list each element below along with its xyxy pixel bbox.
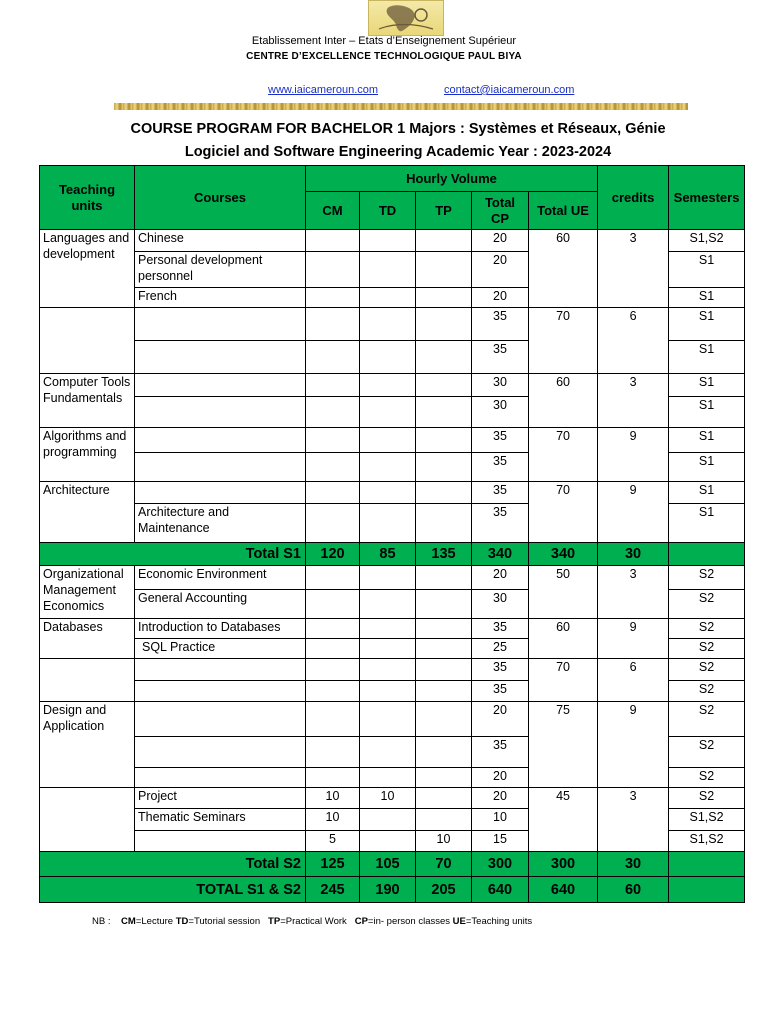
cp-cell: 20 bbox=[472, 702, 529, 737]
table-row bbox=[40, 482, 745, 504]
credits-cell: 6 bbox=[598, 308, 669, 374]
credits-cell: 9 bbox=[598, 619, 669, 659]
ue-cell: 70 bbox=[529, 482, 598, 543]
centre-name: CENTRE D’EXCELLENCE TECHNOLOGIQUE PAUL BIYA bbox=[246, 51, 522, 62]
ue-cell: 70 bbox=[529, 659, 598, 702]
semester-cell: S1 bbox=[669, 288, 745, 308]
semester-cell: S1 bbox=[669, 504, 745, 543]
semester-cell: S1 bbox=[669, 341, 745, 374]
cp-cell: 35 bbox=[472, 428, 529, 453]
cp-cell: 25 bbox=[472, 639, 529, 659]
footnote-cp-text: =in- person classes bbox=[367, 916, 451, 927]
ue-cell: 60 bbox=[529, 230, 598, 308]
table-row bbox=[40, 374, 745, 397]
tp-cell bbox=[416, 788, 472, 809]
course-cell: Thematic Seminars bbox=[135, 809, 306, 831]
program-title-line2: Logiciel and Software Engineering Academic Year : 2023-2024 bbox=[184, 144, 612, 160]
td-cell bbox=[360, 809, 416, 831]
semester-cell: S2 bbox=[669, 639, 745, 659]
semester-cell: S1 bbox=[669, 308, 745, 341]
total-s2-cm: 125 bbox=[306, 852, 360, 877]
credits-cell: 3 bbox=[598, 374, 669, 428]
unit-cell: Organizational Management Economics bbox=[40, 566, 135, 619]
total-s2-label: Total S2 bbox=[40, 852, 306, 877]
cp-cell: 35 bbox=[472, 619, 529, 639]
footnote-cp-key: CP bbox=[354, 916, 368, 927]
grand-total-tp: 205 bbox=[416, 877, 472, 903]
cp-cell: 35 bbox=[472, 659, 529, 681]
semester-cell: S2 bbox=[669, 768, 745, 788]
institution-line: Etablissement Inter – Etats d’Enseignement Supérieur bbox=[251, 35, 517, 47]
total-s1-tp: 135 bbox=[416, 543, 472, 566]
semester-cell: S2 bbox=[669, 566, 745, 590]
footnote-td-text: =Tutorial session bbox=[188, 916, 261, 927]
website-link[interactable]: www.iaicameroun.com bbox=[268, 84, 379, 96]
semester-cell: S2 bbox=[669, 681, 745, 702]
cp-cell: 20 bbox=[472, 566, 529, 590]
total-s2-tp: 70 bbox=[416, 852, 472, 877]
semester-cell: S2 bbox=[669, 788, 745, 809]
cp-cell: 30 bbox=[472, 374, 529, 397]
semester-cell: S2 bbox=[669, 659, 745, 681]
grand-total-row bbox=[40, 877, 745, 903]
ue-cell: 70 bbox=[529, 428, 598, 482]
header-credits: credits bbox=[598, 166, 669, 230]
cp-cell: 20 bbox=[472, 788, 529, 809]
cp-cell: 35 bbox=[472, 482, 529, 504]
tp-cell: 10 bbox=[416, 831, 472, 852]
unit-cell: Design and Application bbox=[40, 702, 135, 788]
total-s1-td: 85 bbox=[360, 543, 416, 566]
program-title-line1: COURSE PROGRAM FOR BACHELOR 1 Majors : Systèmes et Réseaux, Génie bbox=[130, 121, 666, 137]
semester-cell: S2 bbox=[669, 619, 745, 639]
cp-cell: 35 bbox=[472, 453, 529, 482]
ue-cell: 60 bbox=[529, 619, 598, 659]
footnote-ue-text: =Teaching units bbox=[465, 916, 533, 927]
footnote-tp-key: TP bbox=[268, 916, 281, 927]
footnote-cm-text: =Lecture bbox=[135, 916, 174, 927]
cm-cell: 10 bbox=[306, 788, 360, 809]
cp-cell: 20 bbox=[472, 252, 529, 288]
cm-cell: 10 bbox=[306, 809, 360, 831]
grand-total-ue: 640 bbox=[529, 877, 598, 903]
cm-cell: 5 bbox=[306, 831, 360, 852]
header-decorative-band bbox=[114, 103, 688, 110]
header-tp: TP bbox=[416, 192, 472, 230]
footnote-cm-key: CM bbox=[121, 916, 136, 927]
table-row bbox=[40, 566, 745, 590]
credits-cell: 9 bbox=[598, 428, 669, 482]
table-row bbox=[40, 788, 745, 809]
cp-cell: 30 bbox=[472, 397, 529, 428]
semester-cell: S2 bbox=[669, 702, 745, 737]
course-cell: SQL Practice bbox=[135, 639, 306, 659]
table-row bbox=[40, 702, 745, 737]
grand-total-label: TOTAL S1 & S2 bbox=[40, 877, 306, 903]
table-row bbox=[40, 308, 745, 341]
credits-cell: 3 bbox=[598, 566, 669, 619]
header-cm: CM bbox=[306, 192, 360, 230]
ue-cell: 50 bbox=[529, 566, 598, 619]
footnote bbox=[92, 916, 532, 927]
course-cell: General Accounting bbox=[135, 590, 306, 619]
course-cell: Personal development personnel bbox=[135, 252, 306, 288]
header-hourly-volume: Hourly Volume bbox=[306, 166, 598, 192]
ue-cell: 45 bbox=[529, 788, 598, 852]
footnote-prefix: NB : bbox=[92, 916, 111, 927]
africa-map-logo-icon bbox=[369, 1, 443, 35]
semester-cell: S1 bbox=[669, 374, 745, 397]
table-row bbox=[40, 659, 745, 681]
cp-cell: 10 bbox=[472, 809, 529, 831]
cp-cell: 35 bbox=[472, 504, 529, 543]
header-td: TD bbox=[360, 192, 416, 230]
tp-cell bbox=[416, 809, 472, 831]
email-link[interactable]: contact@iaicameroun.com bbox=[444, 84, 575, 96]
course-program-table bbox=[39, 165, 745, 903]
semester-cell: S1,S2 bbox=[669, 230, 745, 252]
table-row bbox=[40, 428, 745, 453]
footnote-tp-text: =Practical Work bbox=[280, 916, 347, 927]
header-total-cp: Total CP bbox=[472, 192, 529, 230]
table-row bbox=[40, 619, 745, 639]
unit-cell: Computer Tools Fundamentals bbox=[40, 374, 135, 428]
total-s1-ue: 340 bbox=[529, 543, 598, 566]
credits-cell: 3 bbox=[598, 230, 669, 308]
cp-cell: 20 bbox=[472, 230, 529, 252]
unit-cell: Algorithms and programming bbox=[40, 428, 135, 482]
semester-cell: S2 bbox=[669, 590, 745, 619]
course-cell: Project bbox=[135, 788, 306, 809]
credits-cell: 3 bbox=[598, 788, 669, 852]
course-cell: Chinese bbox=[135, 230, 306, 252]
semester-cell: S1,S2 bbox=[669, 831, 745, 852]
course-cell bbox=[135, 831, 306, 852]
ue-cell: 60 bbox=[529, 374, 598, 428]
unit-cell: Databases bbox=[40, 619, 135, 659]
ue-cell: 70 bbox=[529, 308, 598, 374]
unit-cell: Languages and development bbox=[40, 230, 135, 308]
semester-cell: S2 bbox=[669, 737, 745, 768]
course-cell: Economic Environment bbox=[135, 566, 306, 590]
total-s2-cp: 300 bbox=[472, 852, 529, 877]
semester-cell: S1 bbox=[669, 482, 745, 504]
semester-cell: S1 bbox=[669, 428, 745, 453]
td-cell: 10 bbox=[360, 788, 416, 809]
grand-total-cp: 640 bbox=[472, 877, 529, 903]
semester-cell: S1,S2 bbox=[669, 809, 745, 831]
ue-cell: 75 bbox=[529, 702, 598, 788]
header-courses: Courses bbox=[135, 166, 306, 230]
header-semesters: Semesters bbox=[669, 166, 745, 230]
cp-cell: 35 bbox=[472, 737, 529, 768]
cp-cell: 35 bbox=[472, 308, 529, 341]
header-total-ue: Total UE bbox=[529, 192, 598, 230]
total-s1-label: Total S1 bbox=[40, 543, 306, 566]
grand-total-cm: 245 bbox=[306, 877, 360, 903]
semester-cell: S1 bbox=[669, 453, 745, 482]
course-cell: Introduction to Databases bbox=[135, 619, 306, 639]
cp-cell: 35 bbox=[472, 681, 529, 702]
semester-cell: S1 bbox=[669, 252, 745, 288]
total-s2-row bbox=[40, 852, 745, 877]
credits-cell: 6 bbox=[598, 659, 669, 702]
credits-cell: 9 bbox=[598, 702, 669, 788]
total-s2-ue: 300 bbox=[529, 852, 598, 877]
course-cell: Architecture and Maintenance bbox=[135, 504, 306, 543]
semester-cell: S1 bbox=[669, 397, 745, 428]
cp-cell: 20 bbox=[472, 768, 529, 788]
cp-cell: 30 bbox=[472, 590, 529, 619]
grand-total-td: 190 bbox=[360, 877, 416, 903]
table-row bbox=[40, 230, 745, 252]
header-teaching-units: Teaching units bbox=[40, 166, 135, 230]
total-s1-cp: 340 bbox=[472, 543, 529, 566]
total-s1-cm: 120 bbox=[306, 543, 360, 566]
course-cell: French bbox=[135, 288, 306, 308]
total-s2-credits: 30 bbox=[598, 852, 669, 877]
credits-cell: 9 bbox=[598, 482, 669, 543]
cp-cell: 15 bbox=[472, 831, 529, 852]
total-s1-row bbox=[40, 543, 745, 566]
footnote-ue-key: UE bbox=[452, 916, 466, 927]
cp-cell: 20 bbox=[472, 288, 529, 308]
unit-cell: Architecture bbox=[40, 482, 135, 543]
cp-cell: 35 bbox=[472, 341, 529, 374]
institution-logo bbox=[368, 0, 444, 36]
grand-total-credits: 60 bbox=[598, 877, 669, 903]
footnote-td-key: TD bbox=[175, 916, 189, 927]
td-cell bbox=[360, 831, 416, 852]
total-s1-credits: 30 bbox=[598, 543, 669, 566]
total-s2-td: 105 bbox=[360, 852, 416, 877]
